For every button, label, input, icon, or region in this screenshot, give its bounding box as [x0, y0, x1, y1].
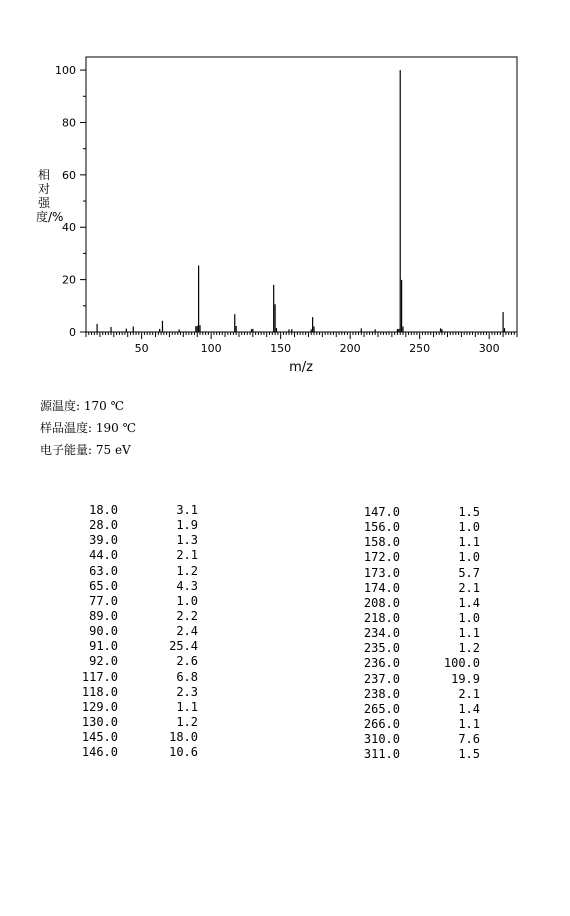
peak-table-right: [350, 505, 480, 762]
mz-value: 129.0: [81, 699, 118, 714]
table-row: [68, 594, 198, 609]
mz-value: 28.0: [89, 518, 118, 533]
abundance-value: 6.8: [176, 669, 198, 684]
mz-value: 18.0: [89, 503, 118, 517]
mz-value: 156.0: [363, 520, 400, 535]
mz-value: 173.0: [363, 565, 400, 580]
table-row: [68, 548, 198, 563]
mz-value: 266.0: [363, 716, 400, 731]
mz-value: 265.0: [363, 701, 400, 716]
table-row: [350, 656, 480, 671]
table-row: [68, 670, 198, 685]
abundance-value: 10.6: [169, 745, 198, 760]
abundance-value: 18.0: [169, 730, 198, 745]
abundance-value: 100.0: [443, 656, 480, 671]
y-tick-label: 0: [69, 326, 76, 339]
mz-value: 39.0: [89, 533, 118, 548]
mz-value: 237.0: [363, 671, 400, 686]
abundance-value: 4.3: [176, 578, 198, 593]
y-axis: [55, 64, 86, 339]
table-row: [68, 654, 198, 669]
abundance-value: 2.1: [458, 686, 480, 701]
peak-table-left: [68, 503, 198, 760]
y-tick-label: 100: [55, 64, 76, 78]
table-row: [350, 687, 480, 702]
table-row: [68, 730, 198, 745]
y-tick-label: 80: [62, 116, 76, 130]
mz-value: 208.0: [363, 595, 400, 610]
sample-temperature: 样品温度: 190 ℃: [40, 421, 137, 435]
abundance-value: 1.4: [458, 701, 480, 716]
abundance-value: 1.3: [176, 533, 198, 548]
source-temperature: 源温度: 170 ℃: [40, 399, 125, 413]
abundance-value: 7.6: [458, 732, 480, 747]
table-row: [350, 626, 480, 641]
abundance-value: 1.1: [458, 716, 480, 731]
mz-value: 218.0: [363, 610, 400, 625]
table-row: [68, 518, 198, 533]
abundance-value: 25.4: [169, 639, 198, 654]
x-tick-label: 250: [409, 342, 431, 355]
table-row: [350, 550, 480, 565]
mz-value: 172.0: [363, 550, 400, 565]
abundance-value: 1.1: [458, 535, 480, 550]
table-row: [68, 579, 198, 594]
y-axis-label: 相对强度/%: [36, 168, 64, 224]
mz-value: 145.0: [81, 730, 118, 745]
mz-value: 130.0: [81, 714, 118, 729]
abundance-value: 2.4: [176, 624, 198, 639]
abundance-value: 3.1: [176, 503, 198, 517]
mz-value: 147.0: [363, 505, 400, 519]
mz-value: 236.0: [363, 656, 400, 671]
mass-spectrum-chart: [0, 0, 570, 380]
table-row: [68, 685, 198, 700]
x-axis: [86, 332, 517, 355]
mz-value: 238.0: [363, 686, 400, 701]
table-row: [68, 700, 198, 715]
mz-value: 89.0: [89, 608, 118, 623]
x-tick-label: 150: [270, 342, 292, 355]
mz-value: 146.0: [81, 745, 118, 760]
mz-value: 118.0: [81, 684, 118, 699]
x-tick-label: 50: [134, 342, 149, 355]
abundance-value: 2.6: [176, 654, 198, 669]
abundance-value: 1.1: [458, 626, 480, 641]
electron-energy: 电子能量: 75 eV: [40, 443, 131, 457]
mz-value: 44.0: [89, 548, 118, 563]
table-row: [350, 566, 480, 581]
mz-value: 234.0: [363, 626, 400, 641]
abundance-value: 1.5: [458, 747, 480, 762]
mz-value: 65.0: [89, 578, 118, 593]
mz-value: 158.0: [363, 535, 400, 550]
table-row: [68, 745, 198, 760]
y-tick-label: 60: [62, 168, 76, 182]
table-row: [68, 564, 198, 579]
mz-value: 90.0: [89, 624, 118, 639]
abundance-value: 1.5: [458, 505, 480, 519]
abundance-value: 5.7: [458, 565, 480, 580]
table-row: [350, 641, 480, 656]
mz-value: 311.0: [363, 747, 400, 762]
abundance-value: 1.0: [458, 520, 480, 535]
table-row: [68, 533, 198, 548]
abundance-value: 1.4: [458, 595, 480, 610]
abundance-value: 19.9: [451, 671, 480, 686]
abundance-value: 1.2: [176, 714, 198, 729]
abundance-value: 2.2: [176, 608, 198, 623]
table-row: [68, 639, 198, 654]
table-row: [350, 747, 480, 762]
abundance-value: 1.9: [176, 518, 198, 533]
mz-value: 117.0: [81, 669, 118, 684]
table-row: [350, 520, 480, 535]
mz-value: 91.0: [89, 639, 118, 654]
measurement-conditions: [40, 395, 136, 461]
abundance-value: 1.0: [458, 550, 480, 565]
x-tick-label: 200: [339, 342, 361, 355]
mz-value: 174.0: [363, 580, 400, 595]
mz-value: 235.0: [363, 641, 400, 656]
abundance-value: 1.2: [176, 563, 198, 578]
x-tick-label: 300: [478, 342, 500, 355]
mz-value: 92.0: [89, 654, 118, 669]
table-row: [350, 672, 480, 687]
table-row: [350, 581, 480, 596]
plot-frame: [86, 57, 517, 332]
peak-bars: [97, 70, 504, 332]
mz-value: 77.0: [89, 593, 118, 608]
table-row: [350, 611, 480, 626]
table-row: [68, 503, 198, 518]
abundance-value: 1.2: [458, 641, 480, 656]
table-row: [68, 715, 198, 730]
table-row: [350, 535, 480, 550]
x-tick-label: 100: [200, 342, 222, 355]
abundance-value: 2.1: [458, 580, 480, 595]
abundance-value: 2.1: [176, 548, 198, 563]
abundance-value: 1.1: [176, 699, 198, 714]
table-row: [350, 596, 480, 611]
table-row: [350, 702, 480, 717]
table-row: [68, 624, 198, 639]
table-row: [68, 609, 198, 624]
abundance-value: 2.3: [176, 684, 198, 699]
y-tick-label: 20: [62, 273, 76, 287]
y-tick-label: 40: [62, 221, 76, 235]
x-axis-label: m/z: [289, 360, 313, 375]
table-row: [350, 732, 480, 747]
abundance-value: 1.0: [176, 593, 198, 608]
mz-value: 63.0: [89, 563, 118, 578]
table-row: [350, 505, 480, 520]
abundance-value: 1.0: [458, 610, 480, 625]
table-row: [350, 717, 480, 732]
mz-value: 310.0: [363, 732, 400, 747]
